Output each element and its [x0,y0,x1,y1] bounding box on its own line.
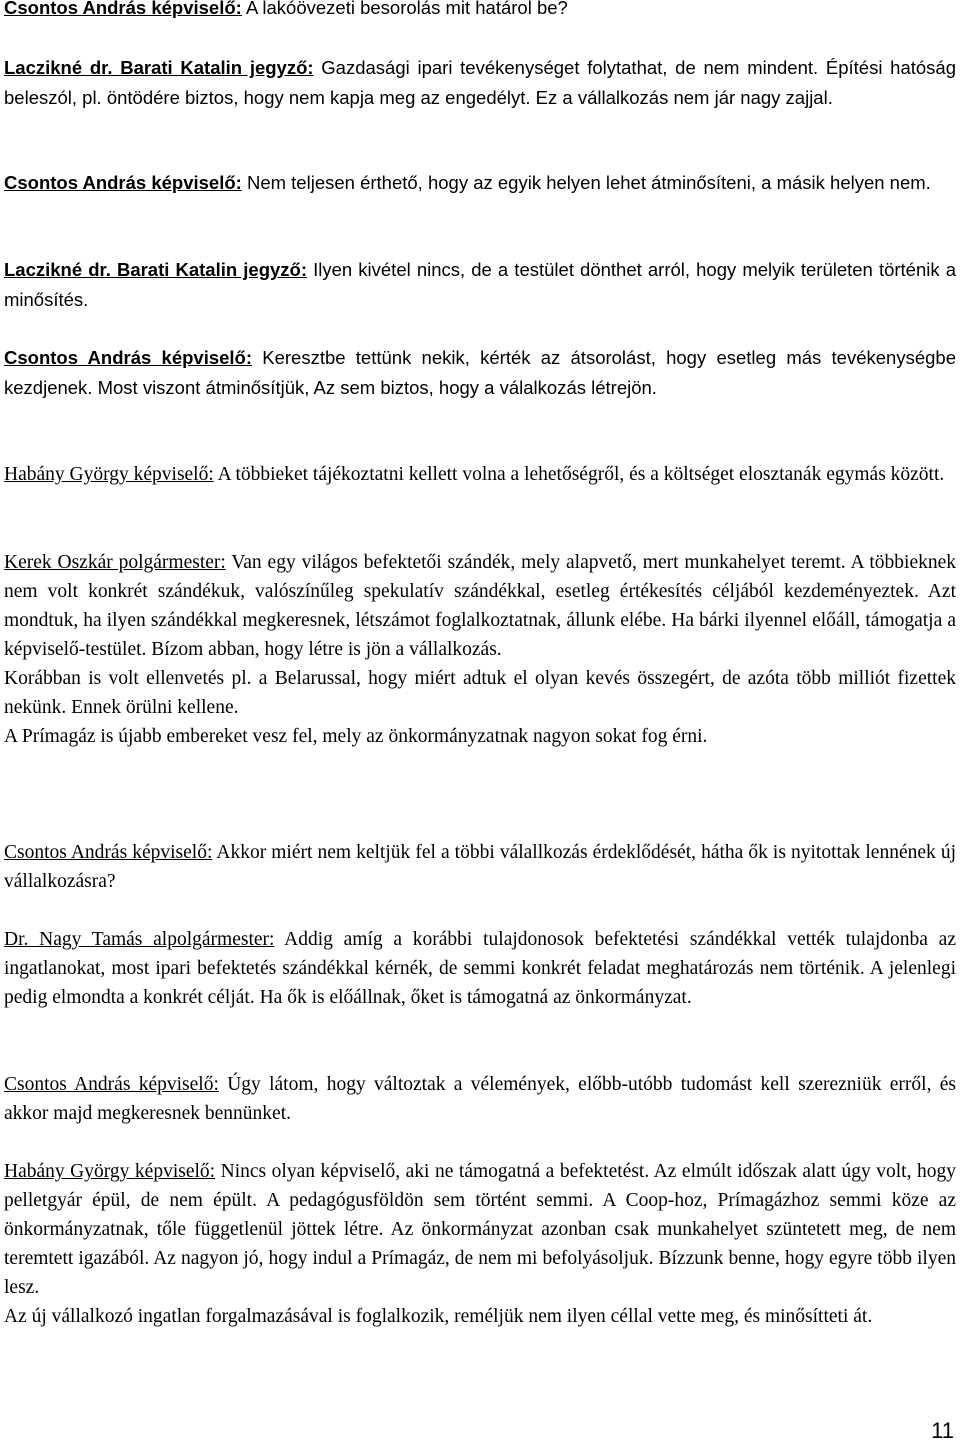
statement-text: Nincs olyan képviselő, aki ne támogatná a befektetést. Az elmúlt időszak alatt úgy volt, hogy pelletgyár épül, de nem épült. A pedagógusföldön sem történt semmi. A Coop-hoz, Prímagázhoz semmi köze az önkormányzatnak, tőle függetlenül jöttek létre. Az önkormányzat azonban csak munkahelyet szüntetett meg, de nem teremtett igazából. Az nagyon jó, hogy indul a Prímagáz, de nem mi befolyásoljuk. Bízzunk benne, hogy egyre több ilyen lesz. [4,1161,956,1298]
speaker-name: Csontos András képviselő: [4,172,242,193]
paragraph-9 [4,1070,956,1128]
statement-continuation: Az új vállalkozó ingatlan forgalmazásával is foglalkozik, reméljük nem ilyen céllal vette meg, és minősítteti át. [4,1306,873,1327]
paragraph-5 [4,460,956,489]
speaker-name: Kerek Oszkár polgármester: [4,552,226,573]
paragraph-0 [4,0,956,23]
speaker-name: Habány György képviselő: [4,464,214,485]
statement-text: Ilyen kivétel nincs, de a testület dönthet arról, hogy melyik területen történik a minősítés. [4,259,956,310]
speaker-name: Csontos András képviselő: [4,347,253,368]
statement-text: Akkor miért nem keltjük fel a többi válallkozás érdeklődését, hátha ők is nyitottak lennének új vállalkozásra? [4,842,956,892]
statement-text: Nem teljesen érthető, hogy az egyik helyen lehet átminősíteni, a másik helyen nem. [241,172,931,193]
paragraph-2 [4,168,956,198]
speaker-name: Habány György képviselő: [4,1161,216,1182]
speaker-name: Laczikné dr. Barati Katalin jegyző: [4,259,308,280]
speaker-name: Laczikné dr. Barati Katalin jegyző: [4,57,314,78]
statement-text: Van egy világos befektetői szándék, mely alapvető, mert munkahelyet teremt. A többieknek nem volt konkrét szándékuk, valószínűleg spekulatív szándékkal, esetleg értékesítés céljából kezdeményeztek. Azt mondtuk, ha ilyen szándékkal megkeresnek, létszámot foglalkoztatnak, állunk elébe. Ha bárki ilyennel előáll, támogatja a képviselő-testület. Bízom abban, hogy létre is jön a vállalkozás. [4,552,956,660]
speaker-name: Csontos András képviselő: [4,0,242,18]
paragraph-4 [4,343,956,403]
speaker-name: Dr. Nagy Tamás alpolgármester: [4,929,275,950]
paragraph-3 [4,255,956,315]
statement-continuation: Korábban is volt ellenvetés pl. a Belarussal, hogy miért adtuk el olyan kevés összegért, de azóta több milliót fizettek nekünk. Ennek örülni kellene. [4,668,956,718]
speaker-name: Csontos András képviselő: [4,842,213,863]
statement-text: Gazdasági ipari tevékenységet folytathat, de nem mindent. Építési hatóság beleszól, pl. öntödére biztos, hogy nem kapja meg az engedélyt. Ez a vállalkozás nem jár nagy zajjal. [4,57,957,108]
paragraph-10 [4,1157,956,1331]
speaker-name: Csontos András képviselő: [4,1074,219,1095]
statement-text: Úgy látom, hogy változtak a vélemények, előbb-utóbb tudomást kell szerezniük erről, és akkor majd megkeresnek bennünket. [4,1074,957,1124]
statement-text: A lakóövezeti besorolás mit határol be? [241,0,568,18]
statement-text: Addig amíg a korábbi tulajdonosok befektetési szándékkal vették tulajdonba az ingatlanokat, most ipari befektetés szándékkal kérnék, de semmi konkrét feladat meghatározás nem történik. A jelenlegi pedig elmondta a konkrét célját. Ha ők is előállnak, őket is támogatná az önkormányzat. [4,929,956,1008]
statement-text: Keresztbe tettünk nekik, kérték az átsorolást, hogy esetleg más tevékenységbe kezdjenek. Most viszont átminősítjük, Az sem biztos, hogy a válalkozás létrejön. [4,347,956,398]
paragraph-7 [4,838,956,896]
paragraph-8 [4,925,956,1012]
paragraph-1 [4,53,956,113]
page-number: 11 [931,1418,954,1443]
paragraph-6 [4,548,956,751]
statement-continuation: A Prímagáz is újabb embereket vesz fel, mely az önkormányzatnak nagyon sokat fog érni. [4,726,708,747]
statement-text: A többieket tájékoztatni kellett volna a lehetőségről, és a költséget elosztanák egymás között. [213,464,945,485]
